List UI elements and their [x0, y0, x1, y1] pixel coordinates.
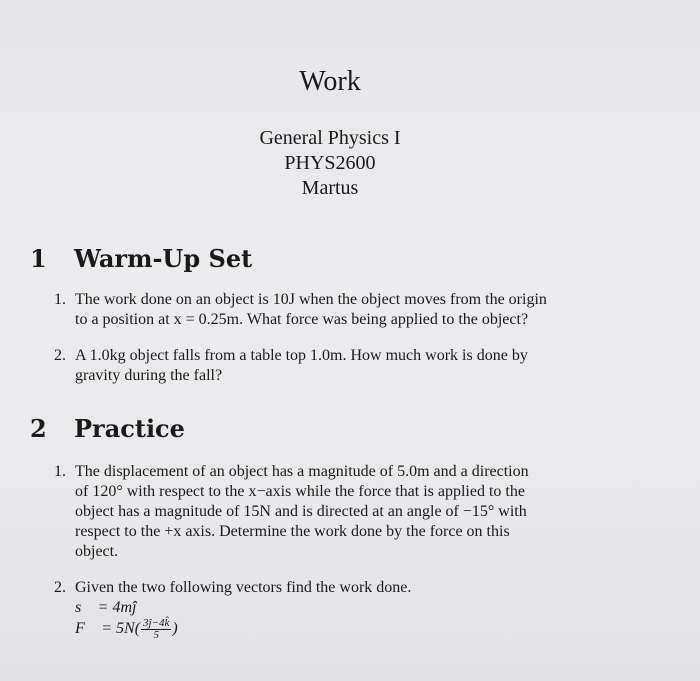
warm-up-problem-1 [48, 290, 636, 330]
problem-text-line: Given the two following vectors find the work done. [75, 579, 412, 596]
practice-problem-2 [48, 578, 636, 641]
force-vector-equation [75, 618, 636, 641]
problem-number: 1. [54, 291, 66, 308]
instructor-name: Martus [301, 177, 359, 199]
practice-problem-1 [48, 462, 636, 562]
problem-text-line: The work done on an object is 10J when the object moves from the origin [75, 291, 547, 308]
course-info [0, 126, 660, 201]
fraction-numerator: 3ĵ−4k̂ [143, 617, 170, 629]
warm-up-problem-2 [48, 346, 636, 386]
section-number: 1 [30, 244, 47, 273]
problem-text-line: to a position at x = 0.25m. What force was being applied to the object? [75, 311, 529, 328]
problem-text-line: A 1.0kg object falls from a table top 1.0m. How much work is done by [75, 347, 528, 364]
problem-number: 1. [54, 463, 66, 480]
document-title: Work [299, 66, 361, 97]
problem-text-line: The displacement of an object has a magnitude of 5.0m and a direction [75, 463, 529, 480]
displacement-vector-equation: s⃗ = 4mĵ [75, 599, 137, 616]
section-title: Warm-Up Set [74, 244, 253, 273]
force-direction-fraction [141, 618, 171, 641]
problem-text-line: object has a magnitude of 15N and is directed at an angle of −15° with [75, 503, 527, 520]
force-equation-prefix: F⃗ = 5N( [75, 620, 141, 638]
section-title: Practice [74, 414, 185, 443]
problem-number: 2. [54, 347, 66, 364]
problem-text-line: of 120° with respect to the x−axis while the force that is applied to the [75, 483, 525, 500]
course-name: General Physics I [259, 127, 401, 149]
section-number: 2 [30, 414, 47, 443]
problem-text-line: respect to the +x axis. Determine the work done by the force on this [75, 523, 510, 540]
fraction-denominator: 5 [153, 629, 159, 641]
section-heading-warm-up [30, 244, 252, 273]
course-code: PHYS2600 [284, 152, 376, 174]
force-equation-suffix: ) [172, 620, 178, 638]
section-heading-practice [30, 414, 185, 443]
problem-text-line: object. [75, 543, 119, 560]
problem-text-line: gravity during the fall? [75, 367, 223, 384]
problem-number: 2. [54, 579, 66, 596]
